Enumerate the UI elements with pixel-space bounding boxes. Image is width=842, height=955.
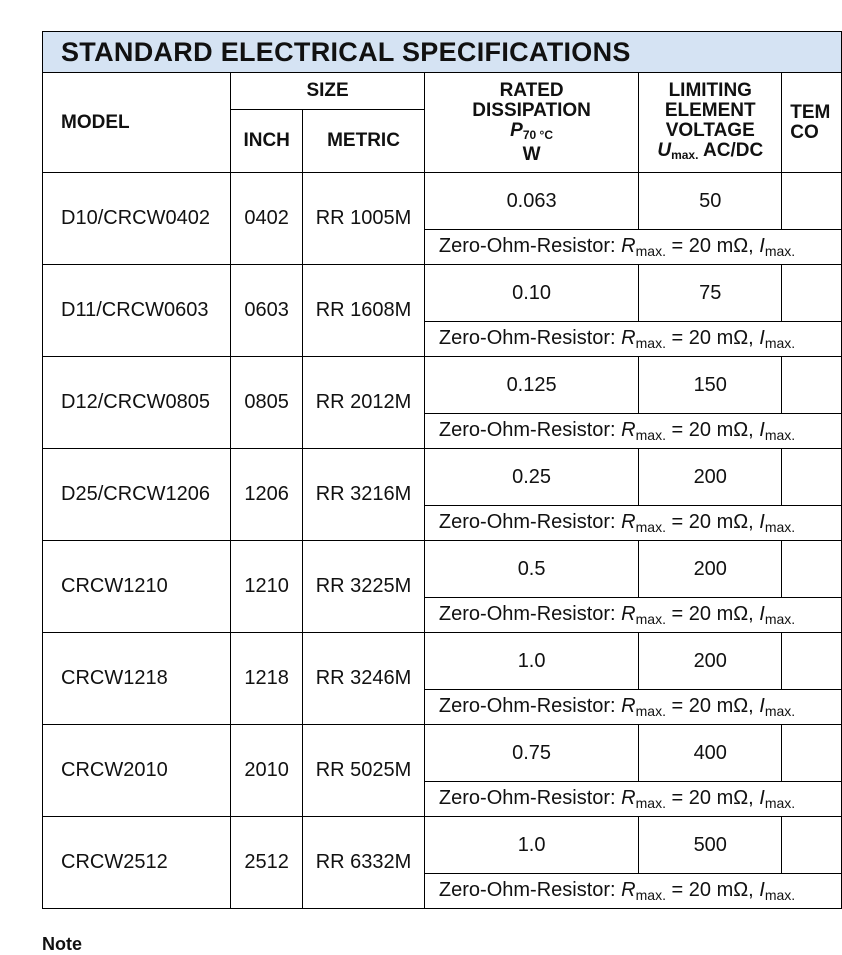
metric-cell: RR 1608M — [303, 265, 425, 357]
temp-cell — [782, 449, 842, 506]
table-row — [43, 817, 842, 874]
dissipation-cell: 0.75 — [424, 725, 638, 782]
table-row — [43, 725, 842, 782]
temp-cell — [782, 541, 842, 598]
zero-ohm-note: Zero-Ohm-Resistor: $R_{max.} = 20$ mΩ, $I_{max.}$ — [424, 874, 841, 909]
metric-cell: RR 3246M — [303, 633, 425, 725]
rated-unit: W — [522, 143, 541, 165]
model-cell: CRCW1210 — [43, 541, 231, 633]
table-title: STANDARD ELECTRICAL SPECIFICATIONS — [43, 32, 842, 73]
limiting-line1: LIMITING — [668, 79, 752, 101]
table-row — [43, 173, 842, 230]
voltage-cell: 400 — [639, 725, 782, 782]
dissipation-cell: 1.0 — [424, 633, 638, 690]
temp-line1: TEM — [790, 101, 831, 123]
temp-cell — [782, 633, 842, 690]
header-inch: INCH — [231, 110, 303, 173]
voltage-cell: 500 — [639, 817, 782, 874]
dissipation-cell: 1.0 — [424, 817, 638, 874]
model-cell: D25/CRCW1206 — [43, 449, 231, 541]
voltage-cell: 75 — [639, 265, 782, 322]
table-row — [43, 357, 842, 414]
header-metric: METRIC — [303, 110, 425, 173]
dissipation-cell: 0.063 — [424, 173, 638, 230]
zero-ohm-note: Zero-Ohm-Resistor: $R_{max.} = 20$ mΩ, $I_{max.}$ — [424, 414, 841, 449]
voltage-cell: 200 — [639, 541, 782, 598]
inch-cell: 2010 — [231, 725, 303, 817]
dissipation-cell: 0.125 — [424, 357, 638, 414]
model-cell: CRCW1218 — [43, 633, 231, 725]
table-row — [43, 449, 842, 506]
inch-cell: 1206 — [231, 449, 303, 541]
zero-ohm-note: Zero-Ohm-Resistor: $R_{max.} = 20$ mΩ, $I_{max.}$ — [424, 322, 841, 357]
model-cell: CRCW2512 — [43, 817, 231, 909]
zero-ohm-note: Zero-Ohm-Resistor: $R_{max.} = 20$ mΩ, $I_{max.}$ — [424, 506, 841, 541]
zero-ohm-note: Zero-Ohm-Resistor: $R_{max.} = 20$ mΩ, $I_{max.}$ — [424, 598, 841, 633]
specifications-table — [42, 31, 842, 909]
model-cell: CRCW2010 — [43, 725, 231, 817]
zero-ohm-note: Zero-Ohm-Resistor: $R_{max.} = 20$ mΩ, $I_{max.}$ — [424, 230, 841, 265]
header-temp-coefficient — [782, 73, 842, 173]
model-cell: D11/CRCW0603 — [43, 265, 231, 357]
temp-cell — [782, 173, 842, 230]
rated-symbol: $P_{70 ^\circ C}$ — [510, 119, 554, 142]
header-limiting-voltage — [639, 73, 782, 173]
metric-cell: RR 3216M — [303, 449, 425, 541]
voltage-cell: 200 — [639, 449, 782, 506]
metric-cell: RR 1005M — [303, 173, 425, 265]
dissipation-cell: 0.25 — [424, 449, 638, 506]
dissipation-cell: 0.10 — [424, 265, 638, 322]
dissipation-cell: 0.5 — [424, 541, 638, 598]
inch-cell: 1218 — [231, 633, 303, 725]
note-label: Note — [42, 934, 82, 954]
header-rated-dissipation — [424, 73, 638, 173]
table-row — [43, 541, 842, 598]
model-cell: D10/CRCW0402 — [43, 173, 231, 265]
voltage-cell: 150 — [639, 357, 782, 414]
temp-cell — [782, 725, 842, 782]
inch-cell: 1210 — [231, 541, 303, 633]
metric-cell: RR 6332M — [303, 817, 425, 909]
table-body — [43, 32, 842, 909]
temp-cell — [782, 357, 842, 414]
zero-ohm-note: Zero-Ohm-Resistor: $R_{max.} = 20$ mΩ, $I_{max.}$ — [424, 782, 841, 817]
inch-cell: 0603 — [231, 265, 303, 357]
metric-cell: RR 3225M — [303, 541, 425, 633]
temp-cell — [782, 265, 842, 322]
header-size: SIZE — [231, 73, 425, 110]
table-row — [43, 633, 842, 690]
table-row — [43, 265, 842, 322]
limiting-line2: ELEMENT — [664, 99, 756, 121]
voltage-cell: 200 — [639, 633, 782, 690]
rated-line1: RATED — [499, 79, 564, 101]
inch-cell: 2512 — [231, 817, 303, 909]
temp-line2: CO — [790, 121, 819, 143]
metric-cell: RR 2012M — [303, 357, 425, 449]
voltage-cell: 50 — [639, 173, 782, 230]
header-model: MODEL — [43, 73, 231, 173]
limiting-symbol: $U_{max.}$ AC/DC — [657, 139, 764, 162]
model-cell: D12/CRCW0805 — [43, 357, 231, 449]
zero-ohm-note: Zero-Ohm-Resistor: $R_{max.} = 20$ mΩ, $I_{max.}$ — [424, 690, 841, 725]
temp-cell — [782, 817, 842, 874]
metric-cell: RR 5025M — [303, 725, 425, 817]
inch-cell: 0805 — [231, 357, 303, 449]
limiting-line3: VOLTAGE — [665, 119, 755, 141]
inch-cell: 0402 — [231, 173, 303, 265]
rated-line2: DISSIPATION — [472, 99, 591, 121]
